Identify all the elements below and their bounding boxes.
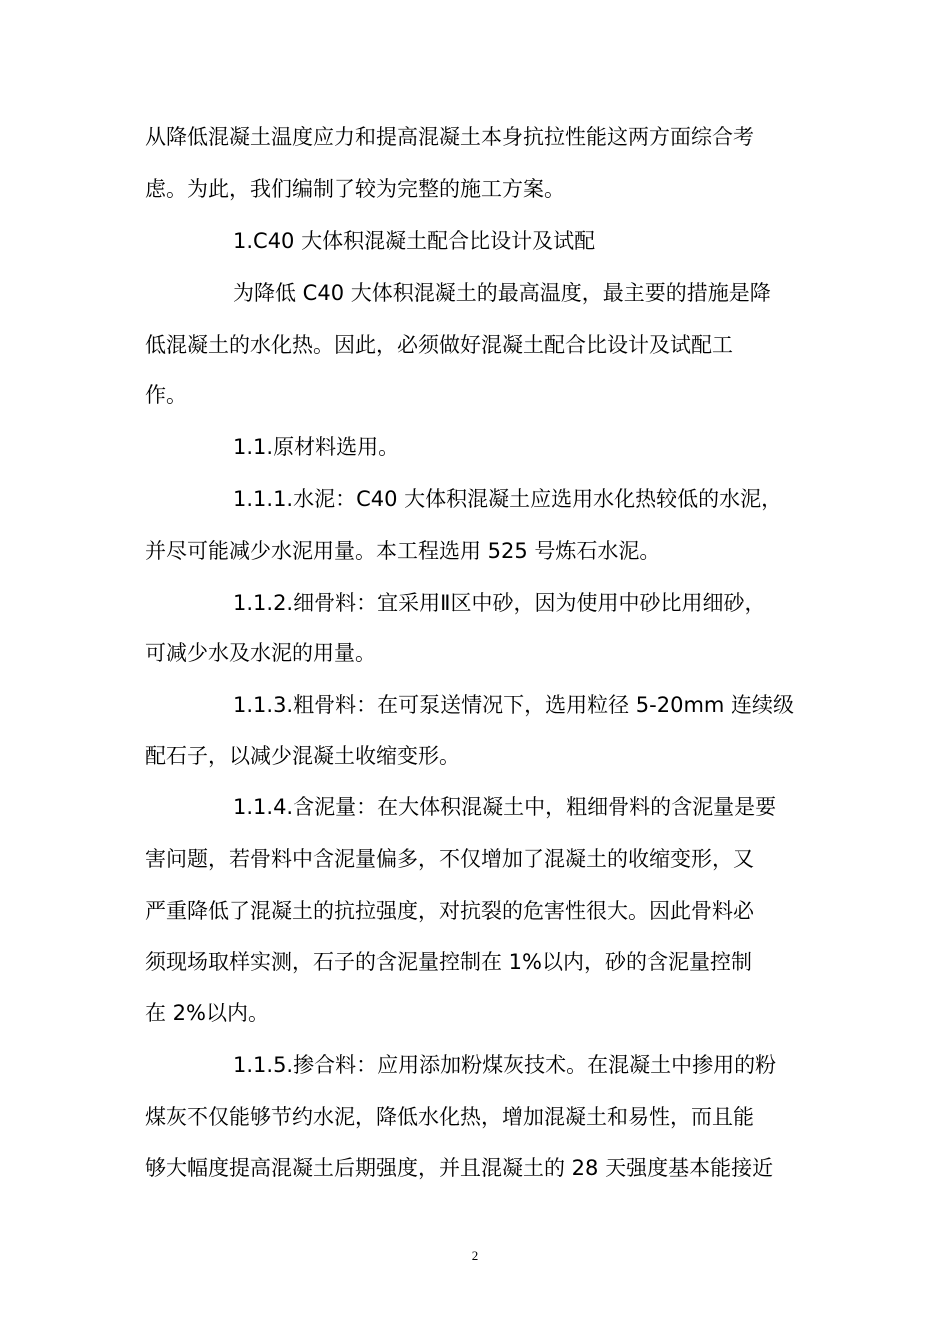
subsection-heading: 1.1.原材料选用。 bbox=[233, 435, 400, 459]
body-text-line: 1.1.4.含泥量：在大体积混凝土中，粗细骨料的含泥量是要 bbox=[233, 795, 777, 819]
body-text-line: 低混凝土的水化热。因此，必须做好混凝土配合比设计及试配工 bbox=[145, 333, 733, 357]
page-number: 2 bbox=[471, 1248, 479, 1263]
body-text-line: 从降低混凝土温度应力和提高混凝土本身抗拉性能这两方面综合考 bbox=[145, 125, 754, 149]
body-text-line: 虑。为此，我们编制了较为完整的施工方案。 bbox=[145, 177, 565, 201]
body-text-line: 1.1.3.粗骨料：在可泵送情况下，选用粒径 5-20mm 连续级 bbox=[233, 693, 795, 717]
body-text-line: 煤灰不仅能够节约水泥，降低水化热，增加混凝土和易性，而且能 bbox=[145, 1105, 754, 1129]
body-text-line: 害问题，若骨料中含泥量偏多，不仅增加了混凝土的收缩变形，又 bbox=[145, 847, 754, 871]
body-text-line: 在 2%以内。 bbox=[145, 1001, 269, 1025]
body-text-line: 为降低 C40 大体积混凝土的最高温度，最主要的措施是降 bbox=[233, 281, 771, 305]
body-text-line: 须现场取样实测，石子的含泥量控制在 1%以内，砂的含泥量控制 bbox=[145, 950, 752, 974]
body-text-line: 1.1.2.细骨料：宜采用Ⅱ区中砂，因为使用中砂比用细砂， bbox=[233, 591, 766, 615]
body-text-line: 可减少水及水泥的用量。 bbox=[145, 641, 376, 665]
body-text-line: 1.1.1.水泥：C40 大体积混凝土应选用水化热较低的水泥， bbox=[233, 487, 783, 511]
body-text-line: 作。 bbox=[145, 383, 187, 407]
body-text-line: 1.1.5.掺合料：应用添加粉煤灰技术。在混凝土中掺用的粉 bbox=[233, 1053, 777, 1077]
body-text-line: 够大幅度提高混凝土后期强度，并且混凝土的 28 天强度基本能接近 bbox=[145, 1156, 774, 1180]
section-heading: 1.C40 大体积混凝土配合比设计及试配 bbox=[233, 229, 596, 253]
body-text-line: 并尽可能减少水泥用量。本工程选用 525 号炼石水泥。 bbox=[145, 539, 661, 563]
body-text-line: 配石子，以减少混凝土收缩变形。 bbox=[145, 744, 460, 768]
body-text-line: 严重降低了混凝土的抗拉强度，对抗裂的危害性很大。因此骨料必 bbox=[145, 899, 754, 923]
